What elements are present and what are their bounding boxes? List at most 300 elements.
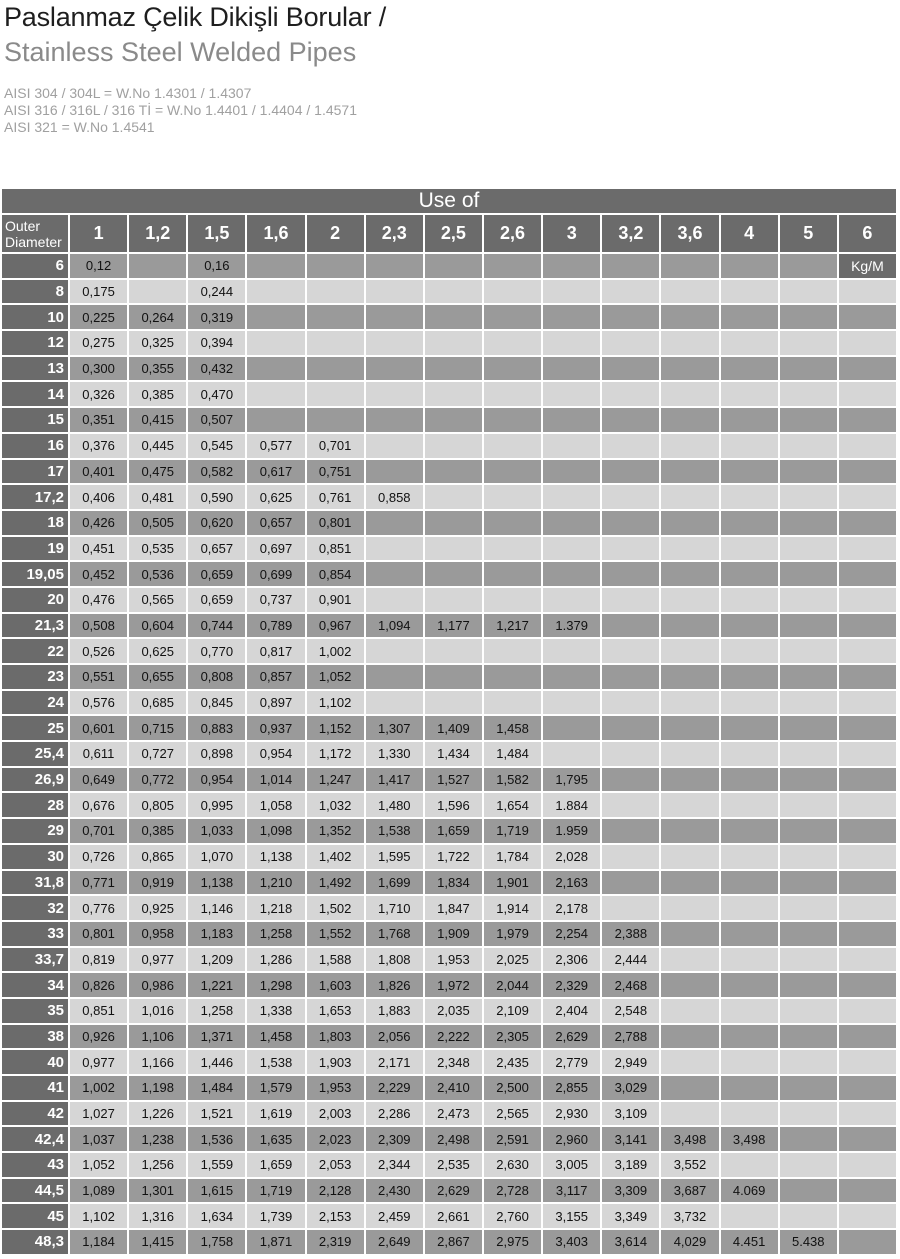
weight-cell — [484, 483, 541, 509]
weight-cell — [543, 432, 600, 458]
weight-cell — [780, 946, 837, 972]
weight-cell: 0,805 — [129, 791, 186, 817]
weight-cell: 1,635 — [247, 1125, 304, 1151]
weight-cell — [780, 1151, 837, 1177]
weight-cell — [780, 714, 837, 740]
weight-cell — [366, 689, 423, 715]
weight-cell: 1,032 — [307, 791, 364, 817]
weight-cell — [602, 689, 659, 715]
weight-cell: 1,847 — [425, 894, 482, 920]
weight-cell: 1,102 — [307, 689, 364, 715]
outer-diameter-cell: 12 — [2, 329, 68, 355]
weight-cell: 1,603 — [307, 971, 364, 997]
weight-cell: 1,027 — [70, 1100, 127, 1126]
weight-cell — [721, 1202, 778, 1228]
weight-cell: 0,415 — [129, 406, 186, 432]
weight-cell: 1,588 — [307, 946, 364, 972]
weight-cell: 0,319 — [188, 303, 245, 329]
weight-cell — [602, 637, 659, 663]
weight-cell: 1,177 — [425, 612, 482, 638]
use-of-label: Use of — [418, 189, 480, 212]
weight-cell — [425, 586, 482, 612]
table-row — [2, 663, 896, 689]
weight-cell: 0,545 — [188, 432, 245, 458]
weight-cell — [839, 303, 896, 329]
weight-cell: 0,577 — [247, 432, 304, 458]
weight-cell — [721, 252, 778, 278]
table-body — [2, 252, 896, 1254]
weight-cell: 0,897 — [247, 689, 304, 715]
weight-cell: 2,855 — [543, 1074, 600, 1100]
weight-cell: 0,926 — [70, 1023, 127, 1049]
weight-cell — [780, 380, 837, 406]
weight-cell: 2,286 — [366, 1100, 423, 1126]
outer-diameter-cell: 17,2 — [2, 483, 68, 509]
weight-cell: 0,426 — [70, 509, 127, 535]
outer-diameter-label-line2: Diameter — [5, 233, 62, 250]
weight-cell: 3,614 — [602, 1228, 659, 1254]
weight-cell: 0,967 — [307, 612, 364, 638]
weight-cell — [484, 689, 541, 715]
weight-cell: 0,625 — [247, 483, 304, 509]
weight-cell — [839, 1177, 896, 1203]
weight-cell — [721, 278, 778, 304]
outer-diameter-cell: 31,8 — [2, 869, 68, 895]
weight-cell — [780, 920, 837, 946]
weight-cell: 1,579 — [247, 1074, 304, 1100]
outer-diameter-cell: 48,3 — [2, 1228, 68, 1254]
weight-cell: 1,903 — [307, 1048, 364, 1074]
table-row — [2, 1100, 896, 1126]
weight-cell: 0,701 — [307, 432, 364, 458]
weight-cell: 1,434 — [425, 740, 482, 766]
weight-cell — [780, 483, 837, 509]
weight-cell: 0,801 — [70, 920, 127, 946]
weight-cell: 0,937 — [247, 714, 304, 740]
weight-cell: 0,771 — [70, 869, 127, 895]
weight-cell — [602, 355, 659, 381]
weight-cell: 0,394 — [188, 329, 245, 355]
table-row — [2, 1151, 896, 1177]
table-row — [2, 637, 896, 663]
weight-cell: 0,883 — [188, 714, 245, 740]
weight-cell — [425, 406, 482, 432]
use-of-header — [2, 189, 896, 213]
weight-cell: 3,309 — [602, 1177, 659, 1203]
weight-cell — [484, 380, 541, 406]
weight-cell — [543, 303, 600, 329]
weight-cell: 0,817 — [247, 637, 304, 663]
weight-cell — [247, 355, 304, 381]
weight-cell: 0,954 — [188, 766, 245, 792]
weight-cell — [543, 380, 600, 406]
table-row — [2, 560, 896, 586]
weight-cell: 1,102 — [70, 1202, 127, 1228]
spec-line: AISI 304 / 304L = W.No 1.4301 / 1.4307 — [4, 85, 252, 101]
weight-cell: 1,330 — [366, 740, 423, 766]
weight-cell — [780, 458, 837, 484]
weight-cell — [661, 483, 718, 509]
outer-diameter-label-line1: Outer — [5, 217, 41, 234]
weight-cell: 1,582 — [484, 766, 541, 792]
weight-cell — [661, 329, 718, 355]
weight-cell — [425, 380, 482, 406]
weight-cell: 1,536 — [188, 1125, 245, 1151]
weight-cell — [721, 535, 778, 561]
material-specs — [4, 85, 357, 136]
weight-cell — [484, 663, 541, 689]
weight-cell — [839, 817, 896, 843]
weight-cell: 2,163 — [543, 869, 600, 895]
weight-cell: 1,699 — [366, 869, 423, 895]
table-row — [2, 766, 896, 792]
weight-cell — [425, 663, 482, 689]
weight-cell: 2,661 — [425, 1202, 482, 1228]
weight-cell — [602, 791, 659, 817]
weight-cell — [602, 535, 659, 561]
thickness-header: 1,2 — [129, 213, 186, 252]
weight-cell — [602, 612, 659, 638]
weight-cell — [839, 560, 896, 586]
weight-cell — [780, 406, 837, 432]
weight-cell — [839, 997, 896, 1023]
weight-cell: 1,089 — [70, 1177, 127, 1203]
weight-cell: 1,138 — [247, 843, 304, 869]
weight-cell — [129, 278, 186, 304]
weight-cell: 2,410 — [425, 1074, 482, 1100]
weight-table — [0, 189, 898, 1254]
weight-cell — [602, 380, 659, 406]
weight-cell — [721, 303, 778, 329]
weight-cell — [425, 689, 482, 715]
weight-cell — [661, 535, 718, 561]
weight-cell: 1,739 — [247, 1202, 304, 1228]
weight-cell — [602, 740, 659, 766]
weight-cell: 1,979 — [484, 920, 541, 946]
weight-cell — [780, 1100, 837, 1126]
table-row — [2, 843, 896, 869]
weight-cell — [839, 458, 896, 484]
weight-cell: 0,452 — [70, 560, 127, 586]
weight-cell — [484, 560, 541, 586]
weight-cell: 2,254 — [543, 920, 600, 946]
thickness-header: 3 — [543, 213, 600, 252]
weight-cell: 0,727 — [129, 740, 186, 766]
weight-cell: 4.451 — [721, 1228, 778, 1254]
weight-cell: 0,476 — [70, 586, 127, 612]
weight-cell: 2,404 — [543, 997, 600, 1023]
weight-cell — [543, 355, 600, 381]
weight-cell — [425, 509, 482, 535]
weight-cell: 0,604 — [129, 612, 186, 638]
weight-cell: 0,697 — [247, 535, 304, 561]
weight-cell: 1,871 — [247, 1228, 304, 1254]
weight-cell — [602, 329, 659, 355]
weight-cell — [602, 714, 659, 740]
weight-cell — [839, 637, 896, 663]
weight-cell: 1,758 — [188, 1228, 245, 1254]
weight-cell: 1,596 — [425, 791, 482, 817]
spec-line: AISI 316 / 316L / 316 Tİ = W.No 1.4401 / 1.4404 / 1.4571 — [4, 102, 357, 118]
weight-cell — [661, 278, 718, 304]
weight-cell — [839, 971, 896, 997]
weight-cell — [307, 303, 364, 329]
weight-cell: 2,035 — [425, 997, 482, 1023]
thickness-header: 5 — [780, 213, 837, 252]
weight-cell — [366, 663, 423, 689]
weight-cell — [484, 432, 541, 458]
weight-cell — [721, 920, 778, 946]
weight-cell — [247, 406, 304, 432]
outer-diameter-cell: 35 — [2, 997, 68, 1023]
weight-cell: 1,033 — [188, 817, 245, 843]
weight-cell: 0,470 — [188, 380, 245, 406]
table-row — [2, 791, 896, 817]
weight-cell — [661, 1023, 718, 1049]
weight-cell: 1,052 — [307, 663, 364, 689]
weight-cell: 1,247 — [307, 766, 364, 792]
weight-cell — [839, 740, 896, 766]
weight-cell — [543, 329, 600, 355]
page-title: Paslanmaz Çelik Dikişli Borular / — [4, 2, 387, 32]
weight-cell — [661, 252, 718, 278]
table-row — [2, 1125, 896, 1151]
weight-cell: 1,316 — [129, 1202, 186, 1228]
weight-cell: 0,620 — [188, 509, 245, 535]
weight-cell — [661, 637, 718, 663]
weight-cell: 2,430 — [366, 1177, 423, 1203]
weight-cell: 3,552 — [661, 1151, 718, 1177]
weight-cell — [425, 535, 482, 561]
table-row — [2, 894, 896, 920]
weight-cell — [839, 1228, 896, 1254]
weight-cell — [661, 1100, 718, 1126]
weight-cell: 1,070 — [188, 843, 245, 869]
weight-cell — [780, 1023, 837, 1049]
weight-cell: 2,309 — [366, 1125, 423, 1151]
weight-cell — [247, 303, 304, 329]
weight-cell: 1,784 — [484, 843, 541, 869]
weight-cell — [484, 406, 541, 432]
weight-cell: 2,788 — [602, 1023, 659, 1049]
weight-cell: 0,590 — [188, 483, 245, 509]
weight-cell — [780, 1125, 837, 1151]
table-row — [2, 869, 896, 895]
weight-cell — [247, 380, 304, 406]
weight-cell: 2,630 — [484, 1151, 541, 1177]
table-row — [2, 586, 896, 612]
weight-cell: 2,053 — [307, 1151, 364, 1177]
weight-cell: 1,415 — [129, 1228, 186, 1254]
outer-diameter-cell: 42 — [2, 1100, 68, 1126]
weight-cell — [602, 483, 659, 509]
weight-cell — [839, 791, 896, 817]
weight-cell: 1,258 — [188, 997, 245, 1023]
weight-cell — [366, 586, 423, 612]
weight-cell: 0,808 — [188, 663, 245, 689]
outer-diameter-cell: 20 — [2, 586, 68, 612]
weight-cell — [602, 869, 659, 895]
weight-cell: 2,178 — [543, 894, 600, 920]
weight-cell: 2,044 — [484, 971, 541, 997]
weight-cell — [839, 920, 896, 946]
weight-cell: 2,229 — [366, 1074, 423, 1100]
weight-cell — [839, 586, 896, 612]
weight-cell — [543, 689, 600, 715]
weight-cell — [425, 483, 482, 509]
weight-cell — [425, 303, 482, 329]
outer-diameter-cell: 25,4 — [2, 740, 68, 766]
weight-cell: 1,710 — [366, 894, 423, 920]
thickness-header: 3,6 — [661, 213, 718, 252]
weight-cell — [839, 689, 896, 715]
weight-cell — [661, 406, 718, 432]
weight-cell — [839, 483, 896, 509]
weight-cell: 2,930 — [543, 1100, 600, 1126]
weight-cell: 0,701 — [70, 817, 127, 843]
weight-cell: 2,348 — [425, 1048, 482, 1074]
weight-cell: 1.379 — [543, 612, 600, 638]
weight-cell — [661, 612, 718, 638]
weight-cell — [602, 509, 659, 535]
weight-cell: 1,298 — [247, 971, 304, 997]
weight-cell — [661, 740, 718, 766]
weight-cell — [366, 637, 423, 663]
weight-cell — [661, 1048, 718, 1074]
thickness-header: 3,2 — [602, 213, 659, 252]
weight-cell: 0,776 — [70, 894, 127, 920]
table-row — [2, 483, 896, 509]
outer-diameter-cell: 44,5 — [2, 1177, 68, 1203]
weight-cell — [484, 637, 541, 663]
weight-cell: 2,500 — [484, 1074, 541, 1100]
weight-cell: 0,772 — [129, 766, 186, 792]
weight-cell: 2,535 — [425, 1151, 482, 1177]
weight-cell: 1,659 — [425, 817, 482, 843]
weight-cell: 2,023 — [307, 1125, 364, 1151]
weight-cell: 1,256 — [129, 1151, 186, 1177]
weight-cell: 1,037 — [70, 1125, 127, 1151]
weight-cell: 0,565 — [129, 586, 186, 612]
table-row — [2, 303, 896, 329]
weight-cell — [721, 586, 778, 612]
weight-cell — [780, 303, 837, 329]
weight-cell: 1,527 — [425, 766, 482, 792]
weight-cell: 1,719 — [484, 817, 541, 843]
weight-cell — [721, 689, 778, 715]
weight-cell — [721, 1023, 778, 1049]
weight-cell — [484, 329, 541, 355]
weight-cell: 1,559 — [188, 1151, 245, 1177]
table-row — [2, 714, 896, 740]
weight-cell: 2,222 — [425, 1023, 482, 1049]
spec-line: AISI 321 = W.No 1.4541 — [4, 119, 155, 135]
outer-diameter-cell: 41 — [2, 1074, 68, 1100]
weight-cell — [661, 920, 718, 946]
weight-cell: 3,349 — [602, 1202, 659, 1228]
weight-cell — [602, 586, 659, 612]
weight-cell: 0,858 — [366, 483, 423, 509]
weight-cell: 0,401 — [70, 458, 127, 484]
weight-cell: 0,901 — [307, 586, 364, 612]
weight-cell: 1,301 — [129, 1177, 186, 1203]
outer-diameter-cell: 21,3 — [2, 612, 68, 638]
weight-cell: 1,338 — [247, 997, 304, 1023]
weight-cell: 1,826 — [366, 971, 423, 997]
weight-cell — [839, 714, 896, 740]
weight-cell: 1,653 — [307, 997, 364, 1023]
weight-cell: 0,536 — [129, 560, 186, 586]
weight-cell — [661, 380, 718, 406]
weight-cell: 0,576 — [70, 689, 127, 715]
table-row — [2, 920, 896, 946]
weight-cell: 2,305 — [484, 1023, 541, 1049]
weight-cell: 1,098 — [247, 817, 304, 843]
outer-diameter-cell: 8 — [2, 278, 68, 304]
weight-cell: 0,601 — [70, 714, 127, 740]
weight-cell: 1,446 — [188, 1048, 245, 1074]
weight-cell: 1,138 — [188, 869, 245, 895]
weight-cell — [661, 689, 718, 715]
table-row — [2, 278, 896, 304]
weight-cell: 1,808 — [366, 946, 423, 972]
outer-diameter-cell: 10 — [2, 303, 68, 329]
weight-cell: 2,629 — [543, 1023, 600, 1049]
weight-cell — [780, 252, 837, 278]
weight-cell: 0,715 — [129, 714, 186, 740]
weight-cell — [839, 406, 896, 432]
table-row — [2, 432, 896, 458]
table-row — [2, 946, 896, 972]
weight-cell — [780, 509, 837, 535]
weight-cell — [839, 894, 896, 920]
weight-cell — [425, 278, 482, 304]
outer-diameter-cell: 30 — [2, 843, 68, 869]
outer-diameter-cell: 42,4 — [2, 1125, 68, 1151]
weight-cell — [484, 509, 541, 535]
weight-cell — [366, 252, 423, 278]
outer-diameter-cell: 38 — [2, 1023, 68, 1049]
weight-cell — [602, 406, 659, 432]
weight-cell — [543, 560, 600, 586]
weight-cell — [661, 355, 718, 381]
outer-diameter-cell: 15 — [2, 406, 68, 432]
weight-cell: 2,056 — [366, 1023, 423, 1049]
weight-cell: 2,975 — [484, 1228, 541, 1254]
weight-cell: 1,480 — [366, 791, 423, 817]
weight-cell — [780, 329, 837, 355]
weight-cell — [780, 791, 837, 817]
weight-cell: 1,307 — [366, 714, 423, 740]
weight-cell — [780, 663, 837, 689]
weight-cell: 0,505 — [129, 509, 186, 535]
weight-cell — [839, 1074, 896, 1100]
weight-cell — [721, 946, 778, 972]
weight-cell: 1.884 — [543, 791, 600, 817]
weight-cell: 0,699 — [247, 560, 304, 586]
table-row — [2, 380, 896, 406]
weight-cell: 1,502 — [307, 894, 364, 920]
outer-diameter-cell: 17 — [2, 458, 68, 484]
weight-cell: 1,218 — [247, 894, 304, 920]
weight-cell: 1,484 — [484, 740, 541, 766]
weight-cell — [425, 458, 482, 484]
outer-diameter-cell: 23 — [2, 663, 68, 689]
weight-cell: 1,538 — [366, 817, 423, 843]
weight-cell: 1,217 — [484, 612, 541, 638]
weight-cell: 2,003 — [307, 1100, 364, 1126]
weight-cell: 0,445 — [129, 432, 186, 458]
